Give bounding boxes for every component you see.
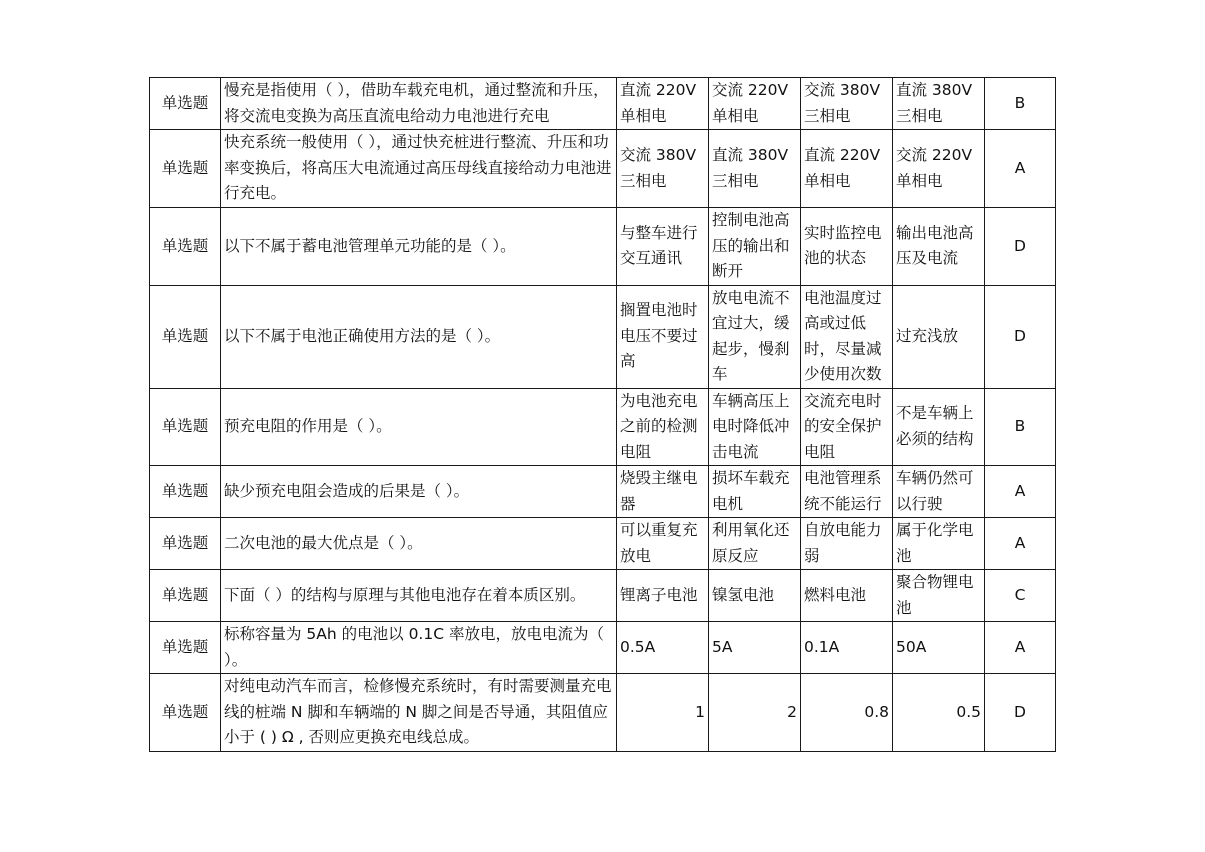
option-a: 烧毁主继电器 [617, 466, 709, 518]
table-row [150, 674, 1056, 752]
option-b: 镍氢电池 [709, 570, 801, 622]
option-a: 与整车进行交互通讯 [617, 208, 709, 286]
table-row [150, 130, 1056, 208]
option-d: 车辆仍然可以行驶 [893, 466, 985, 518]
answer: C [985, 570, 1056, 622]
option-c: 燃料电池 [801, 570, 893, 622]
question-type: 单选题 [150, 518, 221, 570]
option-d: 过充浅放 [893, 285, 985, 388]
option-a: 锂离子电池 [617, 570, 709, 622]
option-a: 1 [617, 674, 709, 752]
question-type: 单选题 [150, 674, 221, 752]
table-row [150, 208, 1056, 286]
answer: D [985, 285, 1056, 388]
question-text: 以下不属于蓄电池管理单元功能的是（ ）。 [221, 208, 617, 286]
answer: A [985, 466, 1056, 518]
option-b: 放电电流不宜过大，缓起步，慢刹车 [709, 285, 801, 388]
option-d: 50A [893, 622, 985, 674]
table-row [150, 78, 1056, 130]
question-text: 以下不属于电池正确使用方法的是（ ）。 [221, 285, 617, 388]
question-text: 标称容量为 5Ah 的电池以 0.1C 率放电，放电电流为（ ）。 [221, 622, 617, 674]
option-b: 交流 220V 单相电 [709, 78, 801, 130]
option-d: 直流 380V 三相电 [893, 78, 985, 130]
option-b: 车辆高压上电时降低冲击电流 [709, 388, 801, 466]
option-a: 0.5A [617, 622, 709, 674]
option-a: 搁置电池时电压不要过高 [617, 285, 709, 388]
question-type: 单选题 [150, 388, 221, 466]
table-row [150, 388, 1056, 466]
option-c: 交流充电时的安全保护电阻 [801, 388, 893, 466]
option-d: 交流 220V 单相电 [893, 130, 985, 208]
answer: D [985, 208, 1056, 286]
option-a: 可以重复充放电 [617, 518, 709, 570]
answer: B [985, 78, 1056, 130]
option-c: 自放电能力弱 [801, 518, 893, 570]
option-c: 0.8 [801, 674, 893, 752]
question-table [149, 77, 1056, 752]
option-c: 电池温度过高或过低时，尽量减少使用次数 [801, 285, 893, 388]
answer: A [985, 622, 1056, 674]
question-text: 慢充是指使用（ ），借助车载充电机，通过整流和升压，将交流电变换为高压直流电给动力电池进行充电 [221, 78, 617, 130]
option-c: 电池管理系统不能运行 [801, 466, 893, 518]
answer: A [985, 130, 1056, 208]
question-text: 下面（ ）的结构与原理与其他电池存在着本质区别。 [221, 570, 617, 622]
answer: B [985, 388, 1056, 466]
question-type: 单选题 [150, 130, 221, 208]
table-row [150, 466, 1056, 518]
question-type: 单选题 [150, 208, 221, 286]
table-row [150, 622, 1056, 674]
option-a: 直流 220V 单相电 [617, 78, 709, 130]
option-c: 实时监控电池的状态 [801, 208, 893, 286]
option-d: 属于化学电池 [893, 518, 985, 570]
question-text: 快充系统一般使用（ ），通过快充桩进行整流、升压和功率变换后，将高压大电流通过高压母线直接给动力电池进行充电。 [221, 130, 617, 208]
option-b: 利用氧化还原反应 [709, 518, 801, 570]
table-row [150, 518, 1056, 570]
answer: A [985, 518, 1056, 570]
table-row [150, 285, 1056, 388]
option-d: 0.5 [893, 674, 985, 752]
option-a: 为电池充电之前的检测电阻 [617, 388, 709, 466]
option-b: 2 [709, 674, 801, 752]
option-c: 直流 220V 单相电 [801, 130, 893, 208]
question-type: 单选题 [150, 622, 221, 674]
option-b: 控制电池高压的输出和断开 [709, 208, 801, 286]
option-d: 聚合物锂电池 [893, 570, 985, 622]
option-b: 直流 380V 三相电 [709, 130, 801, 208]
option-d: 不是车辆上必须的结构 [893, 388, 985, 466]
option-b: 5A [709, 622, 801, 674]
question-type: 单选题 [150, 78, 221, 130]
question-text: 缺少预充电阻会造成的后果是（ ）。 [221, 466, 617, 518]
option-c: 交流 380V 三相电 [801, 78, 893, 130]
question-type: 单选题 [150, 466, 221, 518]
question-text: 预充电阻的作用是（ ）。 [221, 388, 617, 466]
answer: D [985, 674, 1056, 752]
option-d: 输出电池高压及电流 [893, 208, 985, 286]
question-type: 单选题 [150, 285, 221, 388]
question-text: 二次电池的最大优点是（ ）。 [221, 518, 617, 570]
option-c: 0.1A [801, 622, 893, 674]
option-a: 交流 380V 三相电 [617, 130, 709, 208]
option-b: 损坏车载充电机 [709, 466, 801, 518]
question-text: 对纯电动汽车而言，检修慢充系统时，有时需要测量充电线的桩端 N 脚和车辆端的 N 脚之间是否导通，其阻值应小于 ( ) Ω , 否则应更换充电线总成。 [221, 674, 617, 752]
table-row [150, 570, 1056, 622]
question-type: 单选题 [150, 570, 221, 622]
